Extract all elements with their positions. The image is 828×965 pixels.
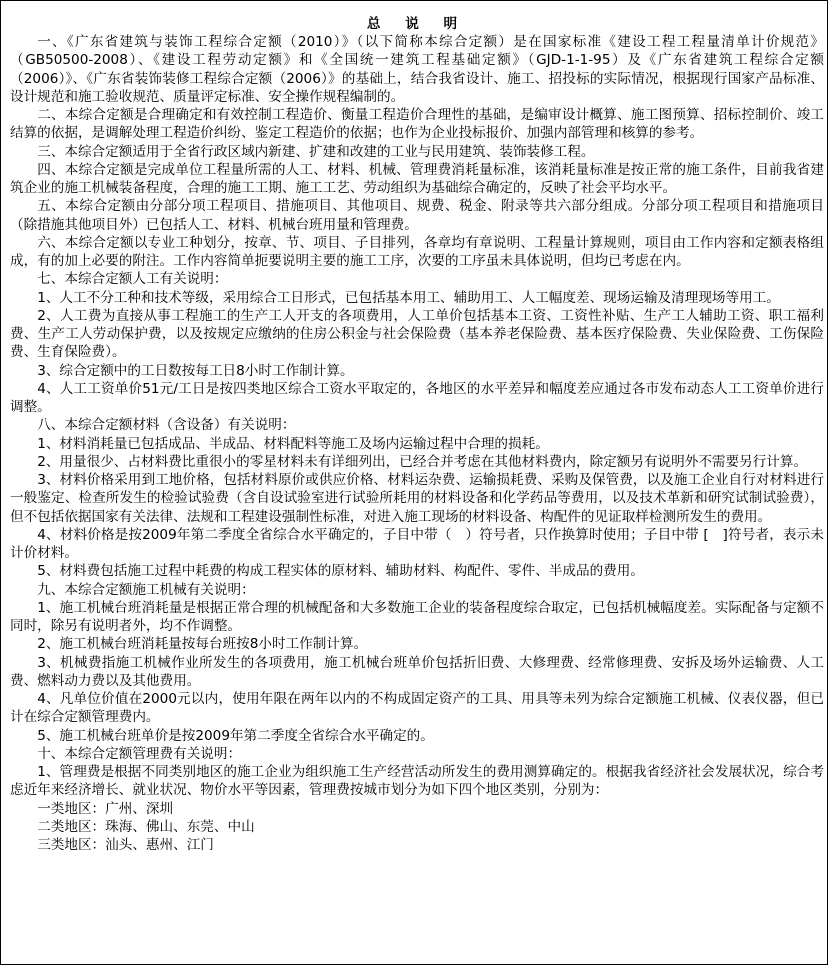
- paragraph: 5、施工机械台班单价是按2009年第二季度全省综合水平确定的。: [37, 727, 434, 744]
- document-body: [10, 15, 824, 854]
- paragraph: 九、本综合定额施工机械有关说明：: [37, 581, 255, 598]
- paragraph: 4、材料价格是按2009年第二季度全省综合水平确定的，子目中带（ ）符号者，只作换算时使用；子目中带 [ ]符号者，表示未计价材料。: [10, 526, 824, 561]
- paragraph-list: [10, 33, 824, 800]
- paragraph: 1、管理费是根据不同类别地区的施工企业为组织施工生产经营活动所发生的费用测算确定的。根据我省经济社会发展状况，综合考虑近年来经济增长、就业状况、物价水平等因素，管理费按城市划分为如下四个地区类别，分别为：: [10, 764, 824, 799]
- area-category: 一类地区：广州、深圳: [37, 800, 174, 817]
- paragraph: 2、用量很少、占材料费比重很小的零星材料未有详细列出，已经合并考虑在其他材料费内，除定额另有说明外不需要另行计算。: [37, 453, 808, 470]
- paragraph: 1、施工机械台班消耗量是根据正常合理的机械配备和大多数施工企业的装备程度综合取定，已包括机械幅度差。实际配备与定额不同时，除另有说明者外，均不作调整。: [10, 599, 824, 634]
- paragraph: 2、施工机械台班消耗量按每台班按8小时工作制计算。: [37, 636, 368, 653]
- paragraph: 3、综合定额中的工日数按每工日8小时工作制计算。: [37, 362, 354, 379]
- page-title: 总 说 明: [366, 16, 468, 32]
- paragraph: 十、本综合定额管理费有关说明：: [37, 745, 242, 762]
- paragraph: 六、本综合定额以专业工种划分，按章、节、项目、子目排列，各章均有章说明、工程量计算规则，项目由工作内容和定额表格组成，有的加上必要的附注。工作内容简单扼要说明主要的施工工序，次要的工序虽未具体说明，但均已考虑在内。: [10, 234, 824, 269]
- paragraph: 1、材料消耗量已包括成品、半成品、材料配料等施工及场内运输过程中合理的损耗。: [37, 435, 549, 452]
- paragraph: 七、本综合定额人工有关说明：: [37, 271, 228, 288]
- area-category: 二类地区：珠海、佛山、东莞、中山: [37, 818, 255, 835]
- paragraph: 八、本综合定额材料（含设备）有关说明：: [37, 417, 296, 434]
- paragraph: 五、本综合定额由分部分项工程项目、措施项目、其他项目、规费、税金、附录等共六部分组成。分部分项工程项目和措施项目（除措施其他项目外）已包括人工、材料、机械台班用量和管理费。: [10, 198, 824, 233]
- paragraph: 二、本综合定额是合理确定和有效控制工程造价、衡量工程造价合理性的基础，是编审设计概算、施工图预算、招标控制价、竣工结算的依据，是调解处理工程造价纠纷、鉴定工程造价的依据；也作为企业投标报价、加强内部管理和核算的参考。: [10, 107, 824, 142]
- paragraph: 5、材料费包括施工过程中耗费的构成工程实体的原材料、辅助材料、构配件、零件、半成品的费用。: [37, 563, 644, 580]
- paragraph: 一、《广东省建筑与装饰工程综合定额（2010）》（以下简称本综合定额）是在国家标准《建设工程工程量清单计价规范》（GB50500-2008）、《建设工程劳动定额》和《全国统一建筑工程基础定额》（GJD-1-1-95）及《广东省建筑工程综合定额（2006）》、《广东省装饰装修工程综合定额（2006）》的基础上，结合我省设计、施工、招投标的实际情况，根据现行国家产品标准、设计规范和施工验收规范、质量评定标准、安全操作规程编制的。: [10, 34, 824, 105]
- paragraph: 2、人工费为直接从事工程施工的生产工人开支的各项费用，人工单价包括基本工资、工资性补贴、生产工人辅助工资、职工福利费、生产工人劳动保护费，以及按规定应缴纳的住房公积金与社会保险费（基本养老保险费、基本医疗保险费、失业保险费、工伤保险费、生育保险费）。: [10, 307, 824, 361]
- paragraph: 4、凡单位价值在2000元以内，使用年限在两年以内的不构成固定资产的工具、用具等未列为综合定额施工机械、仪表仪器，但已计在综合定额管理费内。: [10, 691, 824, 726]
- paragraph: 三、本综合定额适用于全省行政区域内新建、扩建和改建的工业与民用建筑、装饰装修工程。: [37, 143, 595, 160]
- paragraph: 3、材料价格采用到工地价格，包括材料原价或供应价格、材料运杂费、运输损耗费、采购及保管费，以及施工企业自行对材料进行一般鉴定、检查所发生的检验试验费（含自设试验室进行试验所耗用的材料设备和化学药品等费用，以及技术革新和研究试制试验费），但不包括依据国家有关法律、法规和工程建设强制性标准，对进入施工现场的材料设备、构配件的见证取样检测所发生的费用。: [10, 472, 824, 525]
- area-list: [10, 800, 824, 855]
- paragraph: 3、机械费指施工机械作业所发生的各项费用，施工机械台班单价包括折旧费、大修理费、经常修理费、安拆及场外运输费、人工费、燃料动力费以及其他费用。: [10, 654, 824, 689]
- paragraph: 四、本综合定额是完成单位工程量所需的人工、材料、机械、管理费消耗量标准，该消耗量标准是按正常的施工条件，目前我省建筑企业的施工机械装备程度，合理的施工工期、施工工艺、劳动组织为基础综合确定的，反映了社会平均水平。: [10, 161, 824, 196]
- paragraph: 4、人工工资单价51元/工日是按四类地区综合工资水平取定的，各地区的水平差异和幅度差应通过各市发布动态人工工资单价进行调整。: [10, 380, 824, 415]
- paragraph: 1、人工不分工种和技术等级，采用综合工日形式，已包括基本用工、辅助用工、人工幅度差、现场运输及清理现场等用工。: [37, 289, 780, 306]
- area-category: 三类地区：汕头、惠州、江门: [37, 837, 214, 853]
